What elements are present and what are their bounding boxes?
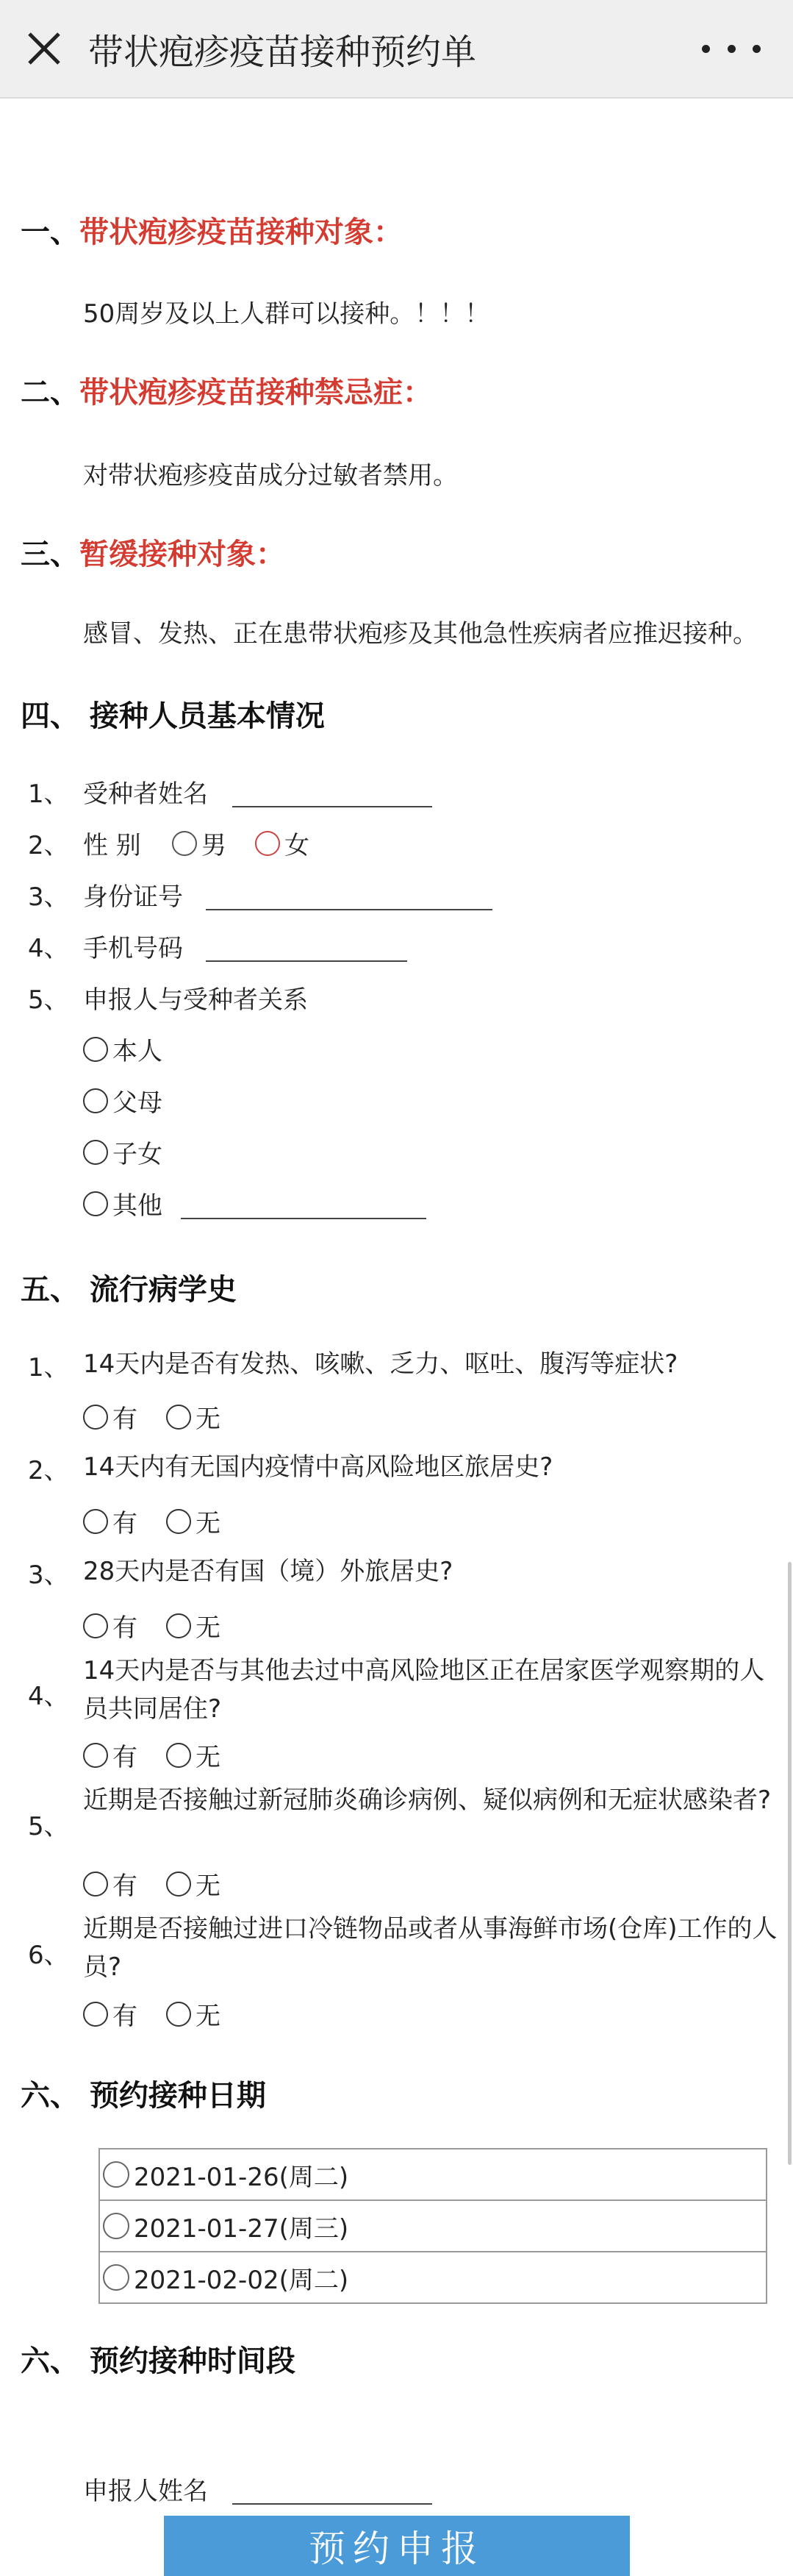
date-options-table	[98, 2148, 767, 2304]
section-1-number: 一、	[21, 215, 79, 249]
question-number: 4、	[28, 1682, 69, 1711]
radio-icon[interactable]	[103, 2264, 129, 2291]
radio-icon[interactable]	[83, 1088, 108, 1113]
option-label: 有	[112, 1509, 137, 1538]
question-number: 5、	[28, 985, 69, 1015]
relationship-option-self[interactable]	[83, 1031, 162, 1067]
phone-label: 手机号码	[83, 934, 183, 963]
question-number: 2、	[28, 831, 69, 860]
section-1-heading	[21, 209, 403, 251]
epi-question-4: 14天内是否与其他去过中高风险地区正在居家医学观察期的人员共同居住?	[83, 1656, 765, 1724]
epi-q3-no-option[interactable]	[166, 1608, 220, 1644]
relationship-option-children[interactable]	[83, 1134, 162, 1170]
submit-button[interactable]: 预约申报	[164, 2516, 630, 2576]
option-label: 男	[201, 831, 226, 860]
scrollbar[interactable]	[788, 1562, 792, 2165]
applicant-name-input[interactable]	[232, 2503, 432, 2505]
section-2-text: 对带状疱疹疫苗成分过敏者禁用。	[83, 461, 458, 490]
epi-q4-no-option[interactable]	[166, 1737, 220, 1773]
option-label: 无	[195, 1509, 220, 1538]
radio-icon[interactable]	[83, 1405, 108, 1430]
radio-icon[interactable]	[83, 1872, 108, 1897]
page-title: 带状疱疹疫苗接种预约单	[88, 31, 477, 73]
epi-question-1: 14天内是否有发热、咳嗽、乏力、呕吐、腹泻等症状?	[83, 1349, 678, 1379]
radio-icon[interactable]	[166, 1743, 191, 1768]
question-number: 6、	[28, 1941, 69, 1970]
date-option-3[interactable]	[100, 2252, 766, 2302]
more-menu-icon[interactable]	[702, 32, 761, 65]
epi-q1-yes-option[interactable]	[83, 1399, 137, 1435]
phone-input[interactable]	[206, 960, 407, 962]
option-label: 有	[112, 1405, 137, 1434]
recipient-name-label: 受种者姓名	[83, 779, 208, 809]
epi-question-5: 近期是否接触过新冠肺炎确诊病例、疑似病例和无症状感染者?	[83, 1785, 772, 1815]
question-number: 2、	[28, 1456, 69, 1485]
question-number: 4、	[28, 934, 69, 963]
section-4-heading: 四、 接种人员基本情况	[21, 699, 325, 733]
date-label: 2021-01-26(周二)	[134, 2162, 349, 2192]
option-label: 父母	[112, 1088, 162, 1118]
recipient-name-input[interactable]	[232, 806, 432, 807]
section-3-text: 感冒、发热、正在患带状疱疹及其他急性疾病者应推迟接种。	[83, 619, 758, 649]
option-label: 有	[112, 1872, 137, 1901]
epi-q5-yes-option[interactable]	[83, 1866, 137, 1902]
section-7-heading: 六、 预约接种时间段	[21, 2344, 295, 2378]
question-number: 3、	[28, 1560, 69, 1590]
epi-q2-no-option[interactable]	[166, 1503, 220, 1539]
option-label: 无	[195, 1405, 220, 1434]
radio-icon[interactable]	[172, 831, 197, 856]
option-label: 本人	[112, 1037, 162, 1066]
option-label: 有	[112, 1743, 137, 1772]
section-2-title: 带状疱疹疫苗接种禁忌症：	[79, 376, 432, 410]
option-label: 有	[112, 2002, 137, 2031]
option-label: 无	[195, 1613, 220, 1643]
epi-q6-no-option[interactable]	[166, 1996, 220, 2032]
gender-male-option[interactable]	[172, 825, 226, 861]
radio-icon[interactable]	[166, 1613, 191, 1638]
radio-icon[interactable]	[103, 2161, 129, 2188]
gender-label: 性 别	[83, 831, 141, 860]
radio-icon[interactable]	[166, 1509, 191, 1534]
epi-q2-yes-option[interactable]	[83, 1503, 137, 1539]
date-label: 2021-02-02(周二)	[134, 2265, 349, 2295]
date-option-1[interactable]	[100, 2149, 766, 2201]
section-3-title: 暂缓接种对象：	[79, 538, 285, 571]
close-icon[interactable]	[0, 0, 88, 97]
question-number: 5、	[28, 1812, 69, 1841]
option-label: 无	[195, 2002, 220, 2031]
question-number: 1、	[28, 779, 69, 809]
radio-icon[interactable]	[255, 831, 280, 856]
radio-icon[interactable]	[83, 1509, 108, 1534]
radio-icon[interactable]	[166, 1872, 191, 1897]
radio-icon[interactable]	[83, 1191, 108, 1216]
option-label: 其他	[112, 1191, 162, 1221]
relationship-option-parents[interactable]	[83, 1082, 162, 1118]
option-label: 有	[112, 1613, 137, 1643]
radio-icon[interactable]	[83, 1037, 108, 1062]
question-number: 3、	[28, 882, 69, 912]
section-2-number: 二、	[21, 376, 79, 410]
epi-q4-yes-option[interactable]	[83, 1737, 137, 1773]
radio-icon[interactable]	[83, 1743, 108, 1768]
option-label: 无	[195, 1872, 220, 1901]
epi-question-6: 近期是否接触过进口冷链物品或者从事海鲜市场(仓库)工作的人员?	[83, 1914, 778, 1982]
id-number-input[interactable]	[206, 909, 492, 910]
epi-q3-yes-option[interactable]	[83, 1608, 137, 1644]
option-label: 无	[195, 1743, 220, 1772]
relationship-label: 申报人与受种者关系	[83, 985, 308, 1015]
gender-female-option[interactable]	[255, 825, 309, 861]
radio-icon[interactable]	[166, 2002, 191, 2027]
section-3-number: 三、	[21, 538, 79, 571]
radio-icon[interactable]	[83, 1140, 108, 1165]
section-1-text: 50周岁及以上人群可以接种。！！！	[83, 299, 490, 329]
section-3-heading	[21, 531, 285, 573]
radio-icon[interactable]	[83, 2002, 108, 2027]
date-option-2[interactable]	[100, 2201, 766, 2252]
radio-icon[interactable]	[83, 1613, 108, 1638]
option-label: 女	[284, 831, 309, 860]
section-5-heading: 五、 流行病学史	[21, 1273, 237, 1307]
nav-bar	[0, 0, 793, 99]
section-1-title: 带状疱疹疫苗接种对象：	[79, 215, 403, 249]
section-2-heading	[21, 369, 432, 411]
option-label: 子女	[112, 1140, 162, 1169]
epi-q5-no-option[interactable]	[166, 1866, 220, 1902]
radio-icon[interactable]	[103, 2213, 129, 2239]
epi-q1-no-option[interactable]	[166, 1399, 220, 1435]
applicant-name-label: 申报人姓名	[83, 2477, 208, 2506]
epi-question-3: 28天内是否有国（境）外旅居史?	[83, 1557, 453, 1586]
section-6-heading: 六、 预约接种日期	[21, 2079, 266, 2113]
date-label: 2021-01-27(周三)	[134, 2213, 349, 2244]
id-number-label: 身份证号	[83, 882, 183, 912]
question-number: 1、	[28, 1353, 69, 1382]
relationship-other-input[interactable]	[181, 1218, 426, 1219]
epi-q6-yes-option[interactable]	[83, 1996, 137, 2032]
relationship-option-other[interactable]	[83, 1185, 162, 1221]
epi-question-2: 14天内有无国内疫情中高风险地区旅居史?	[83, 1452, 553, 1482]
radio-icon[interactable]	[166, 1405, 191, 1430]
